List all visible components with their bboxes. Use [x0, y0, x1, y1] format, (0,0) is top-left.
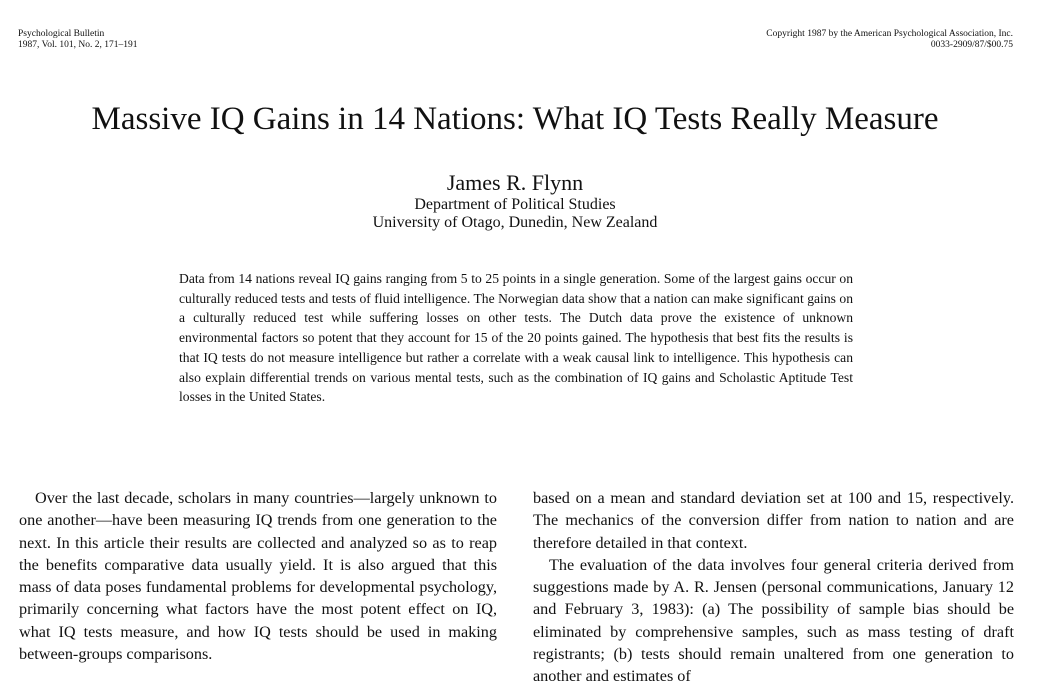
journal-volume: 1987, Vol. 101, No. 2, 171–191: [18, 40, 138, 50]
intro-paragraph: Over the last decade, scholars in many countries—largely unknown to one another—have been measuring IQ trends from one generation to the next. In this article their results are collected and analyzed so as to reap the benefits comparative data usually yield. It is also argued that this mass of data poses fundamental problems for developmental psychology, primarily concerning what factors have the most potent effect on IQ, what IQ tests measure, and how IQ tests should be used in making between-groups comparisons.: [19, 489, 497, 664]
criteria-paragraph: The evaluation of the data involves four general criteria derived from suggestions made by A. R. Jensen (personal communications, January 12 and February 3, 1983): (a) The possibility of sample bias should be eliminated by comprehensive samples, such as mass testing of draft registrants; (b) tests should remain unaltered from one generation to another and estimates of: [533, 555, 1014, 686]
journal-citation: [18, 29, 137, 51]
paper-title: Massive IQ Gains in 14 Nations: What IQ Tests Really Measure: [91, 101, 939, 137]
continued-paragraph: based on a mean and standard deviation set at 100 and 15, respectively. The mechanics of the conversion differ from nation to nation and are therefore detailed in that context.: [533, 489, 1014, 552]
author-block: [0, 170, 1030, 232]
body-column-right: [533, 487, 1014, 688]
abstract: Data from 14 nations reveal IQ gains ranging from 5 to 25 points in a single generation. Some of the largest gains occur on culturally reduced tests and tests of fluid intelligence. The Norwegian data show that a nation can make significant gains on a culturally reduced test while suffering losses on other tests. The Dutch data prove the existence of unknown environmental factors so potent that they account for 15 of the 20 points gained. The hypothesis that best fits the results is that IQ tests do not measure intelligence but rather a correlate with a weak causal link to intelligence. This hypothesis can also explain differential trends on various mental tests, such as the combination of IQ gains and Scholastic Aptitude Test losses in the United States.: [179, 271, 853, 405]
journal-name: Psychological Bulletin: [18, 29, 105, 39]
article-code: 0033-2909/87/$00.75: [930, 40, 1013, 50]
author-institution: University of Otago, Dunedin, New Zealand: [372, 214, 658, 231]
author-name: James R. Flynn: [446, 170, 584, 195]
copyright-line: Copyright 1987 by the American Psychological Association, Inc.: [766, 29, 1013, 39]
author-department: Department of Political Studies: [414, 196, 616, 213]
body-column-left: [19, 487, 497, 665]
copyright-notice: [766, 29, 1013, 51]
